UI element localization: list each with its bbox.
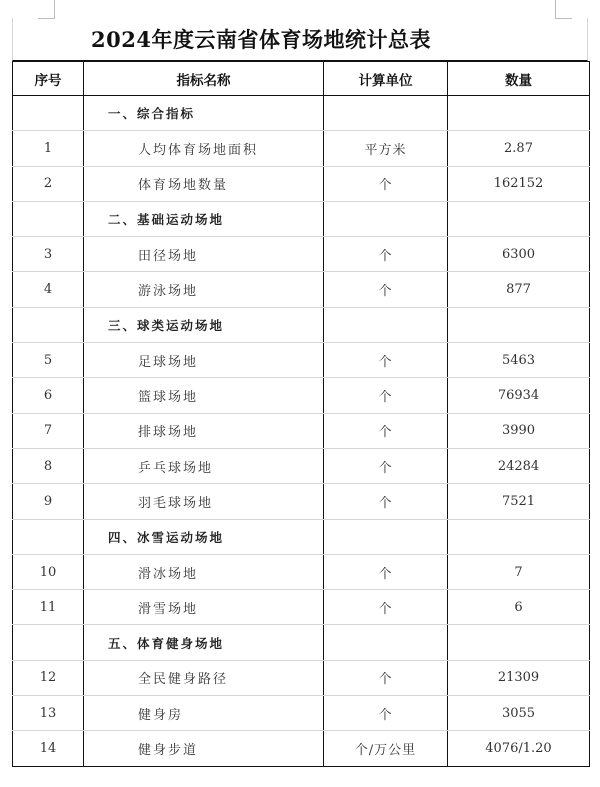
cell-quantity: 3990	[448, 413, 590, 448]
cell-unit	[324, 96, 448, 131]
table-row	[13, 378, 590, 413]
cell-unit: 个	[324, 343, 448, 378]
header-unit: 计算单位	[324, 62, 448, 96]
cell-seq: 13	[13, 696, 84, 731]
section-title: 二、基础运动场地	[84, 201, 324, 236]
cell-seq	[13, 96, 84, 131]
cell-seq	[13, 519, 84, 554]
cell-quantity	[448, 625, 590, 660]
header-seq: 序号	[13, 62, 84, 96]
cell-seq	[13, 201, 84, 236]
cell-unit: 个	[324, 413, 448, 448]
cell-indicator-name: 健身房	[84, 696, 324, 731]
section-title: 三、球类运动场地	[84, 307, 324, 342]
table-body	[13, 96, 590, 767]
cell-indicator-name: 人均体育场地面积	[84, 131, 324, 166]
header-indicator-name: 指标名称	[84, 62, 324, 96]
cell-unit: 个	[324, 484, 448, 519]
cell-quantity	[448, 519, 590, 554]
cell-seq: 3	[13, 237, 84, 272]
section-row	[13, 307, 590, 342]
cell-seq: 8	[13, 448, 84, 483]
cell-seq: 11	[13, 590, 84, 625]
cell-indicator-name: 全民健身路径	[84, 660, 324, 695]
cell-quantity: 7	[448, 554, 590, 589]
cell-indicator-name: 羽毛球场地	[84, 484, 324, 519]
cell-seq	[13, 625, 84, 660]
cell-quantity	[448, 307, 590, 342]
table-row	[13, 590, 590, 625]
cell-unit: 平方米	[324, 131, 448, 166]
table-row	[13, 343, 590, 378]
cell-seq: 2	[13, 166, 84, 201]
cell-unit: 个	[324, 660, 448, 695]
table-row	[13, 731, 590, 766]
cell-indicator-name: 健身步道	[84, 731, 324, 766]
table-row	[13, 272, 590, 307]
cell-unit	[324, 519, 448, 554]
cell-quantity	[448, 96, 590, 131]
cell-quantity: 6	[448, 590, 590, 625]
cell-unit: 个	[324, 272, 448, 307]
section-row	[13, 519, 590, 554]
cell-quantity: 6300	[448, 237, 590, 272]
table-row	[13, 166, 590, 201]
cell-indicator-name: 排球场地	[84, 413, 324, 448]
header-quantity: 数量	[448, 62, 590, 96]
section-title: 一、综合指标	[84, 96, 324, 131]
cell-unit: 个	[324, 590, 448, 625]
cell-indicator-name: 体育场地数量	[84, 166, 324, 201]
cell-indicator-name: 篮球场地	[84, 378, 324, 413]
cell-unit	[324, 201, 448, 236]
title-row	[12, 18, 588, 61]
table-row	[13, 484, 590, 519]
header-row	[13, 62, 590, 96]
cell-quantity: 21309	[448, 660, 590, 695]
table-row	[13, 554, 590, 589]
cell-indicator-name: 滑冰场地	[84, 554, 324, 589]
cell-unit: 个	[324, 554, 448, 589]
cell-unit	[324, 625, 448, 660]
page-corner-mark-right	[555, 0, 572, 19]
cell-seq: 9	[13, 484, 84, 519]
cell-indicator-name: 田径场地	[84, 237, 324, 272]
section-title: 五、体育健身场地	[84, 625, 324, 660]
table-row	[13, 413, 590, 448]
cell-seq: 1	[13, 131, 84, 166]
cell-seq: 10	[13, 554, 84, 589]
statistics-sheet	[12, 18, 588, 767]
cell-unit: 个	[324, 696, 448, 731]
cell-seq: 14	[13, 731, 84, 766]
document-title: 2024年度云南省体育场地统计总表	[91, 27, 431, 52]
cell-seq: 7	[13, 413, 84, 448]
cell-indicator-name: 乒乓球场地	[84, 448, 324, 483]
cell-quantity	[448, 201, 590, 236]
cell-seq: 5	[13, 343, 84, 378]
cell-quantity: 2.87	[448, 131, 590, 166]
cell-seq	[13, 307, 84, 342]
cell-seq: 6	[13, 378, 84, 413]
section-row	[13, 96, 590, 131]
cell-unit	[324, 307, 448, 342]
cell-unit: 个	[324, 448, 448, 483]
cell-unit: 个	[324, 378, 448, 413]
cell-indicator-name: 足球场地	[84, 343, 324, 378]
cell-indicator-name: 滑雪场地	[84, 590, 324, 625]
cell-quantity: 7521	[448, 484, 590, 519]
cell-quantity: 24284	[448, 448, 590, 483]
table-row	[13, 660, 590, 695]
cell-quantity: 162152	[448, 166, 590, 201]
cell-indicator-name: 游泳场地	[84, 272, 324, 307]
cell-quantity: 877	[448, 272, 590, 307]
cell-seq: 12	[13, 660, 84, 695]
cell-unit: 个	[324, 166, 448, 201]
statistics-table	[12, 61, 590, 767]
cell-seq: 4	[13, 272, 84, 307]
cell-quantity: 5463	[448, 343, 590, 378]
table-row	[13, 448, 590, 483]
cell-quantity: 4076/1.20	[448, 731, 590, 766]
section-title: 四、冰雪运动场地	[84, 519, 324, 554]
table-row	[13, 237, 590, 272]
table-row	[13, 696, 590, 731]
page-corner-mark-left	[38, 0, 55, 19]
section-row	[13, 201, 590, 236]
cell-quantity: 76934	[448, 378, 590, 413]
cell-unit: 个/万公里	[324, 731, 448, 766]
table-row	[13, 131, 590, 166]
section-row	[13, 625, 590, 660]
cell-unit: 个	[324, 237, 448, 272]
cell-quantity: 3055	[448, 696, 590, 731]
